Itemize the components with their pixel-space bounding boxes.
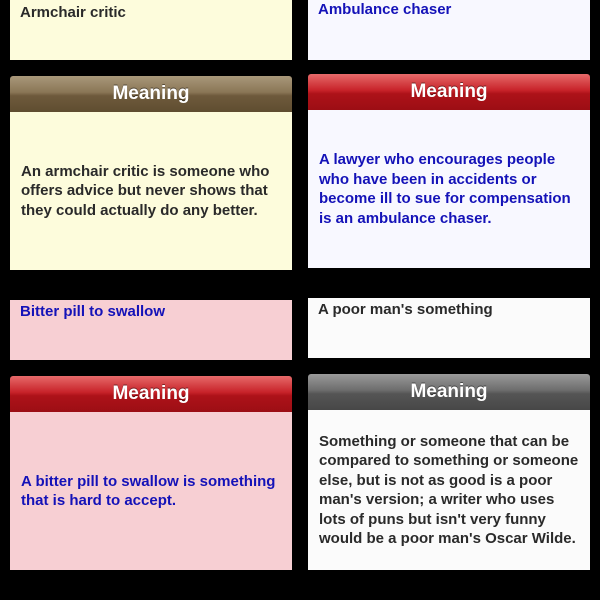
meaning-text-ambulance-chaser: [308, 110, 590, 268]
meaning-text-poor-mans-something: [308, 410, 590, 570]
term-label: A poor man's something: [318, 301, 493, 318]
term-label: Ambulance chaser: [318, 1, 452, 18]
meaning-header-ambulance-chaser[interactable]: Meaning: [308, 74, 590, 110]
card-poor-mans-something-term[interactable]: [308, 298, 590, 358]
meaning-text: A bitter pill to swallow is something that is hard to accept.: [21, 472, 276, 509]
card-bitter-pill-term[interactable]: [10, 300, 292, 360]
term-label: Bitter pill to swallow: [20, 303, 166, 320]
meaning-text-bitter-pill: [10, 412, 292, 570]
meaning-header-armchair-critic[interactable]: Meaning: [10, 76, 292, 112]
meaning-text: An armchair critic is someone who offers advice but never shows that they could actually do any better.: [21, 162, 270, 219]
meaning-header-poor-mans-something[interactable]: Meaning: [308, 374, 590, 410]
meaning-text: Something or someone that can be compared to something or someone else, but is not as good is a poor man's version; a writer who uses lots of puns but isn't very funny would be a poor man's Oscar Wilde.: [319, 432, 579, 547]
card-armchair-critic-term[interactable]: [10, 0, 292, 60]
meaning-text-armchair-critic: [10, 112, 292, 270]
meaning-header-bitter-pill[interactable]: Meaning: [10, 376, 292, 412]
meaning-text: A lawyer who encourages people who have been in accidents or become ill to sue for compensation is an ambulance chaser.: [319, 151, 571, 227]
card-ambulance-chaser-term[interactable]: [308, 0, 590, 60]
term-label: Armchair critic: [20, 4, 126, 21]
